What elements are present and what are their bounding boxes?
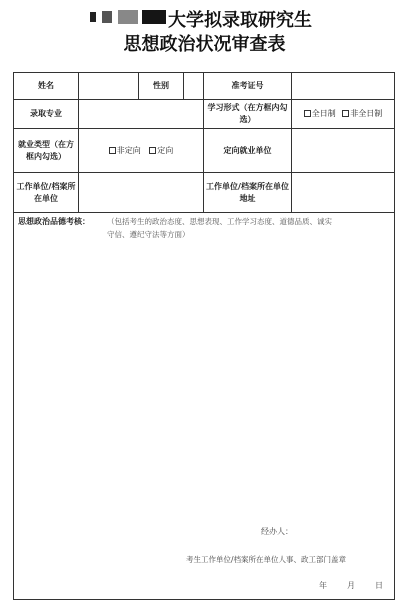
nondirected-option-label: 非定向 [116,145,141,155]
workplace-address-label: 工作单位/档案所在单位地址 [204,173,292,213]
directed-checkbox[interactable] [149,147,156,154]
workplace-label: 工作单位/档案所在单位 [14,173,79,213]
redacted-university-name [90,10,166,24]
title-line1: 大学拟录取研究生 [168,10,312,31]
row-basic-info [14,73,395,100]
directed-employer-label: 定向就业单位 [204,129,292,173]
evaluation-area[interactable] [14,213,395,600]
name-value[interactable] [79,73,139,100]
exam-id-value[interactable] [292,73,395,100]
directed-option-label: 定向 [157,145,174,155]
form-title: 思想政治状况审查表 [123,34,286,55]
exam-id-label: 准考证号 [204,73,292,100]
nondirected-checkbox[interactable] [109,147,116,154]
row-major [14,100,395,129]
fulltime-checkbox[interactable] [304,110,311,117]
employment-type-label: 就业类型（在方框内勾选） [14,129,79,173]
name-label: 姓名 [14,73,79,100]
fulltime-option-label: 全日制 [311,109,336,118]
major-label: 录取专业 [14,100,79,129]
employment-type-options [79,129,204,173]
workplace-value[interactable] [79,173,204,213]
gender-value[interactable] [184,73,204,100]
seal-label: 考生工作单位/档案所在单位人事、政工部门盖章 [186,555,347,564]
study-mode-label: 学习形式（在方框内勾选） [204,100,292,129]
title-row [0,4,409,31]
evaluation-note-line1: （包括考生的政治态度、思想表现、工作学习态度、道德品质、诚实 [107,217,332,226]
evaluation-heading: 思想政治品德考核： [18,217,90,226]
study-mode-options [292,100,395,129]
parttime-option-label: 非全日制 [350,109,383,118]
major-value[interactable] [79,100,204,129]
review-form-table [13,72,395,600]
row-employment [14,129,395,173]
date-month: 月 [347,581,355,590]
workplace-address-value[interactable] [292,173,395,213]
gender-label: 性别 [139,73,184,100]
directed-employer-value[interactable] [292,129,395,173]
date-day: 日 [375,581,383,590]
date-line [319,580,403,592]
handler-label: 经办人： [261,527,293,536]
row-workplace [14,173,395,213]
date-year: 年 [319,581,327,590]
row-evaluation [14,213,395,600]
parttime-checkbox[interactable] [342,110,349,117]
evaluation-note-line2: 守信、遵纪守法等方面） [107,230,190,239]
